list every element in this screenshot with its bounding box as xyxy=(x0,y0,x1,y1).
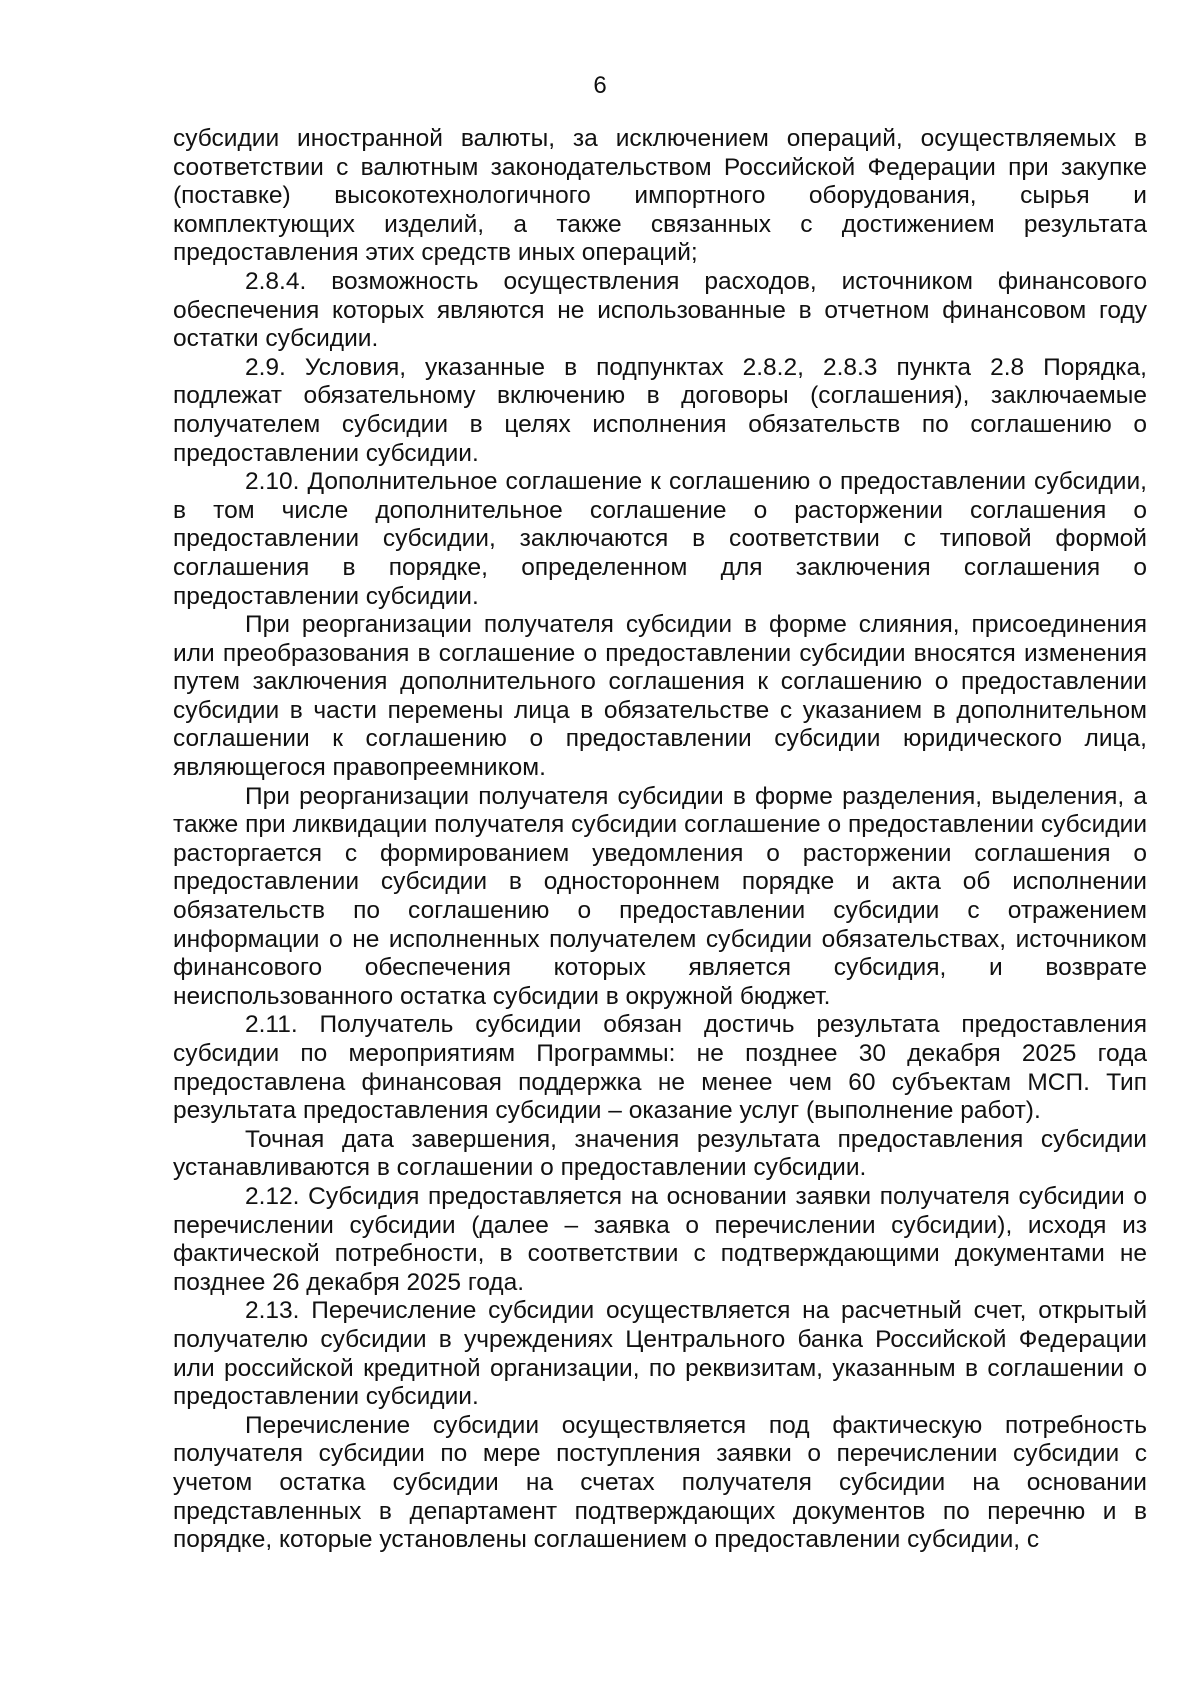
paragraph-continuation: субсидии иностранной валюты, за исключением операций, осуществляемых в соответствии с валютным законодательством Российской Федерации при закупке (поставке) высокотехнологичного импортного оборудования, сырья и комплектующих изделий, а также связанных с достижением результата предоставления этих средств иных операций; xyxy=(173,125,1147,267)
paragraph-2-8-4: 2.8.4. возможность осуществления расходов, источником финансового обеспечения которых являются не использованные в отчетном финансовом году остатки субсидии. xyxy=(173,267,1147,353)
paragraph-transfer: Перечисление субсидии осуществляется под фактическую потребность получателя субсидии по мере поступления заявки о перечислении субсидии с учетом остатка субсидии на счетах получателя субсидии на основании представленных в департамент подтверждающих документов по перечню и в порядке, которые установлены соглашением о предоставлении субсидии, с xyxy=(173,1411,1147,1554)
paragraph-reorganization-merger: При реорганизации получателя субсидии в форме слияния, присоединения или преобразования в соглашение о предоставлении субсидии вносятся изменения путем заключения дополнительного соглашения к соглашению о предоставлении субсидии в части перемены лица в обязательстве с указанием в дополнительном соглашении к соглашению о предоставлении субсидии юридического лица, являющегося правопреемником. xyxy=(173,611,1147,782)
paragraph-2-10: 2.10. Дополнительное соглашение к соглашению о предоставлении субсидии, в том числе дополнительное соглашение о расторжении соглашения о предоставлении субсидии, заключаются в соответствии с типовой формой соглашения в порядке, определенном для заключения соглашения о предоставлении субсидии. xyxy=(173,468,1147,610)
paragraph-exact-date: Точная дата завершения, значения результата предоставления субсидии устанавливаются в соглашении о предоставлении субсидии. xyxy=(173,1125,1147,1182)
paragraph-2-13: 2.13. Перечисление субсидии осуществляется на расчетный счет, открытый получателю субсидии в учреждениях Центрального банка Российской Федерации или российской кредитной организации, по реквизитам, указанным в соглашении о предоставлении субсидии. xyxy=(173,1297,1147,1411)
paragraph-reorganization-division: При реорганизации получателя субсидии в форме разделения, выделения, а также при ликвидации получателя субсидии соглашение о предоставлении субсидии расторгается с формированием уведомления о расторжении соглашения о предоставлении субсидии в одностороннем порядке и акта об исполнении обязательств по соглашению о предоставлении субсидии с отражением информации о не исполненных получателем субсидии обязательствах, источником финансового обеспечения которых является субсидия, и возврате неиспользованного остатка субсидии в окружной бюджет. xyxy=(173,782,1147,1010)
paragraph-2-11: 2.11. Получатель субсидии обязан достичь результата предоставления субсидии по мероприятиям Программы: не позднее 30 декабря 2025 года предоставлена финансовая поддержка не менее чем 60 субъектам МСП. Тип результата предоставления субсидии – оказание услуг (выполнение работ). xyxy=(173,1011,1147,1125)
page-number: 6 xyxy=(593,72,607,99)
document-body xyxy=(173,125,1147,1555)
paragraph-2-12: 2.12. Субсидия предоставляется на основании заявки получателя субсидии о перечислении субсидии (далее – заявка о перечислении субсидии), исходя из фактической потребности, в соответствии с подтверждающими документами не позднее 26 декабря 2025 года. xyxy=(173,1182,1147,1296)
paragraph-2-9: 2.9. Условия, указанные в подпунктах 2.8.2, 2.8.3 пункта 2.8 Порядка, подлежат обязательному включению в договоры (соглашения), заключаемые получателем субсидии в целях исполнения обязательств по соглашению о предоставлении субсидии. xyxy=(173,353,1147,467)
